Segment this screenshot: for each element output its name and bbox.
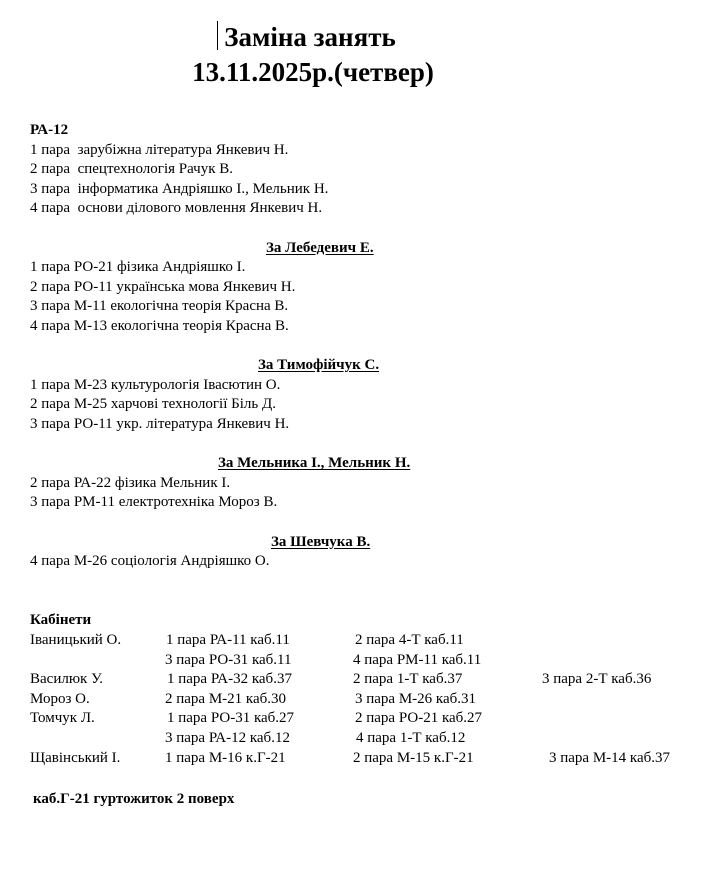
substitution-line: 1 пара М-23 культурологія Івасютин О. — [30, 377, 281, 393]
room-entry: 3 пара М-14 каб.37 — [549, 750, 671, 766]
room-entry: 4 пара 1-Т каб.12 — [356, 730, 466, 746]
page-title: Заміна занять — [224, 22, 396, 52]
substitution-line: 3 пара РМ-11 електротехніка Мороз В. — [30, 494, 278, 510]
substitution-line: 4 пара М-26 соціологія Андріяшко О. — [30, 553, 270, 569]
room-entry: 1 пара РО-31 каб.27 — [167, 710, 295, 726]
substitution-line: 1 пара РО-21 фізика Андріяшко І. — [30, 259, 246, 275]
group-line: 3 пара інформатика Андріяшко І., Мельник Н. — [30, 181, 329, 197]
rooms-note: каб.Г-21 гуртожиток 2 поверх — [33, 791, 235, 807]
room-entry: 2 пара 4-Т каб.11 — [355, 632, 464, 648]
substitution-line: 2 пара РА-22 фізика Мельник І. — [30, 475, 231, 491]
substitution-heading: За Шевчука В. — [271, 534, 371, 550]
room-teacher: Щавінський І. — [30, 750, 121, 766]
room-entry: 2 пара М-15 к.Г-21 — [353, 750, 474, 766]
room-entry: 3 пара РО-31 каб.11 — [165, 652, 292, 668]
rooms-heading: Кабінети — [30, 612, 92, 628]
room-entry: 1 пара РА-11 каб.11 — [166, 632, 290, 648]
page-date: 13.11.2025р.(четвер) — [192, 57, 434, 87]
substitution-line: 4 пара М-13 екологічна теорія Красна В. — [30, 318, 289, 334]
substitution-line: 3 пара М-11 екологічна теорія Красна В. — [30, 298, 289, 314]
room-entry: 3 пара 2-Т каб.36 — [542, 671, 652, 687]
substitution-line: 3 пара РО-11 укр. література Янкевич Н. — [30, 416, 290, 432]
room-entry: 3 пара М-26 каб.31 — [355, 691, 477, 707]
room-teacher: Мороз О. — [30, 691, 90, 707]
room-entry: 1 пара РА-32 каб.37 — [167, 671, 292, 687]
room-teacher: Василюк У. — [30, 671, 104, 687]
group-line: 1 пара зарубіжна література Янкевич Н. — [30, 142, 289, 158]
substitution-heading: За Тимофійчук С. — [258, 357, 380, 373]
room-entry: 2 пара М-21 каб.30 — [165, 691, 287, 707]
room-teacher: Іваницький О. — [30, 632, 122, 648]
room-entry: 4 пара РМ-11 каб.11 — [353, 652, 482, 668]
room-teacher: Томчук Л. — [30, 710, 95, 726]
room-entry: 3 пара РА-12 каб.12 — [165, 730, 290, 746]
substitution-line: 2 пара М-25 харчові технології Біль Д. — [30, 396, 276, 412]
substitution-heading: За Мельника І., Мельник Н. — [218, 455, 411, 471]
room-entry: 1 пара М-16 к.Г-21 — [165, 750, 286, 766]
substitution-line: 2 пара РО-11 українська мова Янкевич Н. — [30, 279, 296, 295]
group-line: 4 пара основи ділового мовлення Янкевич Н. — [30, 200, 323, 216]
group-label: РА-12 — [30, 122, 69, 138]
room-entry: 2 пара 1-Т каб.37 — [353, 671, 463, 687]
substitution-heading: За Лебедевич Е. — [266, 240, 374, 256]
room-entry: 2 пара РО-21 каб.27 — [355, 710, 483, 726]
group-line: 2 пара спецтехнологія Рачук В. — [30, 161, 233, 177]
